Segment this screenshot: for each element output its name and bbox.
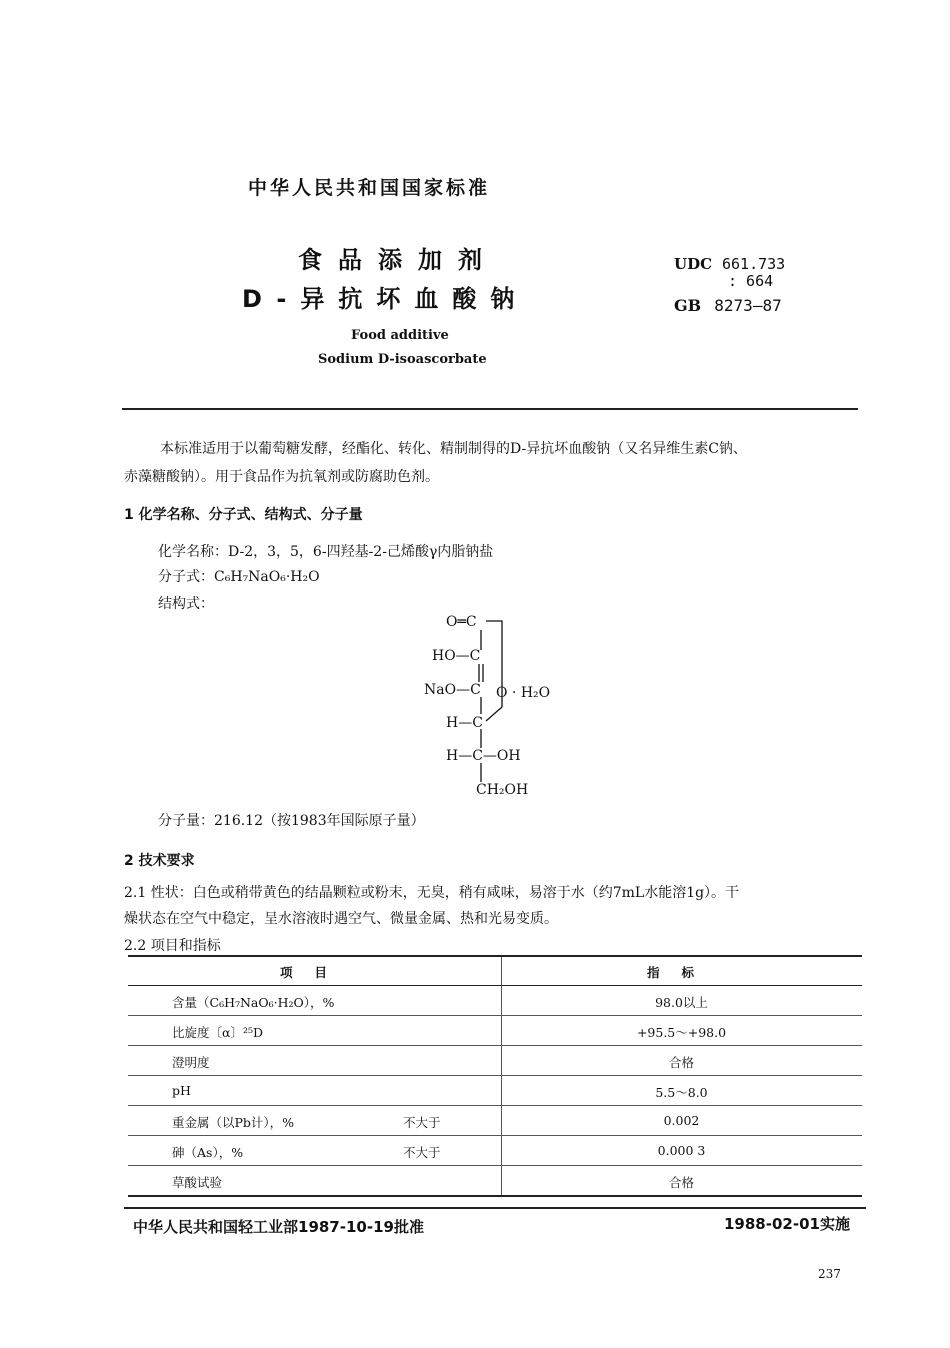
table-header-row xyxy=(128,955,862,986)
table-row xyxy=(128,1016,862,1046)
row-value: +95.5～+98.0 xyxy=(636,1025,727,1040)
row-note: 不大于 xyxy=(403,1115,441,1130)
section22-heading: 2.2 项目和指标 xyxy=(124,938,221,954)
property-line1: 2.1 性状：白色或稍带黄色的结晶颗粒或粉末，无臭，稍有咸味，易溶于水（约7mL水能溶1g）。干 xyxy=(124,885,740,901)
standard-title: 中华人民共和国国家标准 xyxy=(248,177,491,199)
intro-line2: 赤藻糖酸钠）。用于食品作为抗氧剂或防腐助色剂。 xyxy=(124,469,439,485)
section2-heading: 2 技术要求 xyxy=(124,853,195,869)
table-row xyxy=(128,1166,862,1197)
table-row xyxy=(128,1136,862,1166)
table-row xyxy=(128,1106,862,1136)
udc-block xyxy=(674,255,786,290)
table-row xyxy=(128,1076,862,1106)
structure-row2: HO—C xyxy=(432,648,481,664)
udc-code2: : 664 xyxy=(728,272,774,290)
structure-row3-ring: O · H₂O xyxy=(496,685,551,701)
chemical-name: 化学名称：D-2，3，5，6-四羟基-2-己烯酸γ内脂钠盐 xyxy=(158,544,494,560)
structure-label: 结构式： xyxy=(158,596,214,612)
footer-divider xyxy=(124,1207,866,1209)
structure-bonds xyxy=(420,612,580,807)
title-cn-line2: D-异抗坏血酸钠 xyxy=(242,285,529,313)
table-row xyxy=(128,1046,862,1076)
title-en-line2: Sodium D-isoascorbate xyxy=(318,352,487,367)
row-item: 比旋度〔α〕²⁵D xyxy=(172,1025,263,1040)
structure-row3: NaO—C xyxy=(424,682,481,698)
title-en-line1: Food additive xyxy=(351,328,449,343)
row-item: pH xyxy=(172,1083,191,1098)
gb-block xyxy=(674,296,782,315)
gb-code: 8273—87 xyxy=(714,296,782,315)
row-note: 不大于 xyxy=(403,1145,441,1160)
approval-line: 中华人民共和国轻工业部1987-10-19批准 xyxy=(133,1218,424,1236)
header-divider xyxy=(122,408,858,410)
structure-row6: CH₂OH xyxy=(476,782,529,798)
structure-row5: H—C—OH xyxy=(446,748,521,764)
ring-bond-top xyxy=(486,621,502,721)
row-value: 0.002 xyxy=(663,1113,700,1128)
molecular-weight: 分子量：216.12（按1983年国际原子量） xyxy=(158,813,425,829)
gb-label: GB xyxy=(674,296,702,315)
implementation-date: 1988-02-01实施 xyxy=(724,1215,850,1233)
intro-line1: 本标准适用于以葡萄糖发酵，经酯化、转化、精制制得的D-异抗坏血酸钠（又名异维生素C钠、 xyxy=(160,441,747,457)
udc-label: UDC xyxy=(674,255,713,273)
row-item: 草酸试验 xyxy=(172,1175,223,1190)
row-value: 5.5～8.0 xyxy=(655,1085,708,1100)
header-value: 指标 xyxy=(646,965,716,980)
molecular-formula xyxy=(158,566,320,586)
row-value: 合格 xyxy=(668,1175,694,1190)
spec-table xyxy=(128,955,862,1197)
row-value: 0.000 3 xyxy=(657,1143,706,1158)
formula-value: C₆H₇NaO₆·H₂O xyxy=(214,569,320,585)
title-cn-line1: 食品添加剂 xyxy=(298,246,498,274)
structure-row1: O═C xyxy=(446,614,477,630)
udc-code1: 661.733 xyxy=(722,255,786,273)
formula-label: 分子式： xyxy=(158,569,214,585)
table-row xyxy=(128,986,862,1016)
row-item: 重金属（以Pb计），% xyxy=(172,1115,295,1130)
row-item: 澄明度 xyxy=(172,1055,210,1070)
structure-row4: H—C xyxy=(446,715,483,731)
header-item: 项目 xyxy=(279,965,349,980)
structural-formula xyxy=(420,612,580,807)
row-item: 含量（C₆H₇NaO₆·H₂O），% xyxy=(172,995,335,1010)
row-item: 砷（As），% xyxy=(172,1145,244,1160)
section1-heading: 1 化学名称、分子式、结构式、分子量 xyxy=(124,507,363,523)
page-number: 237 xyxy=(818,1267,841,1281)
property-line2: 燥状态在空气中稳定，呈水溶液时遇空气、微量金属、热和光易变质。 xyxy=(124,911,558,927)
row-value: 98.0以上 xyxy=(655,995,708,1010)
row-value: 合格 xyxy=(668,1055,694,1070)
